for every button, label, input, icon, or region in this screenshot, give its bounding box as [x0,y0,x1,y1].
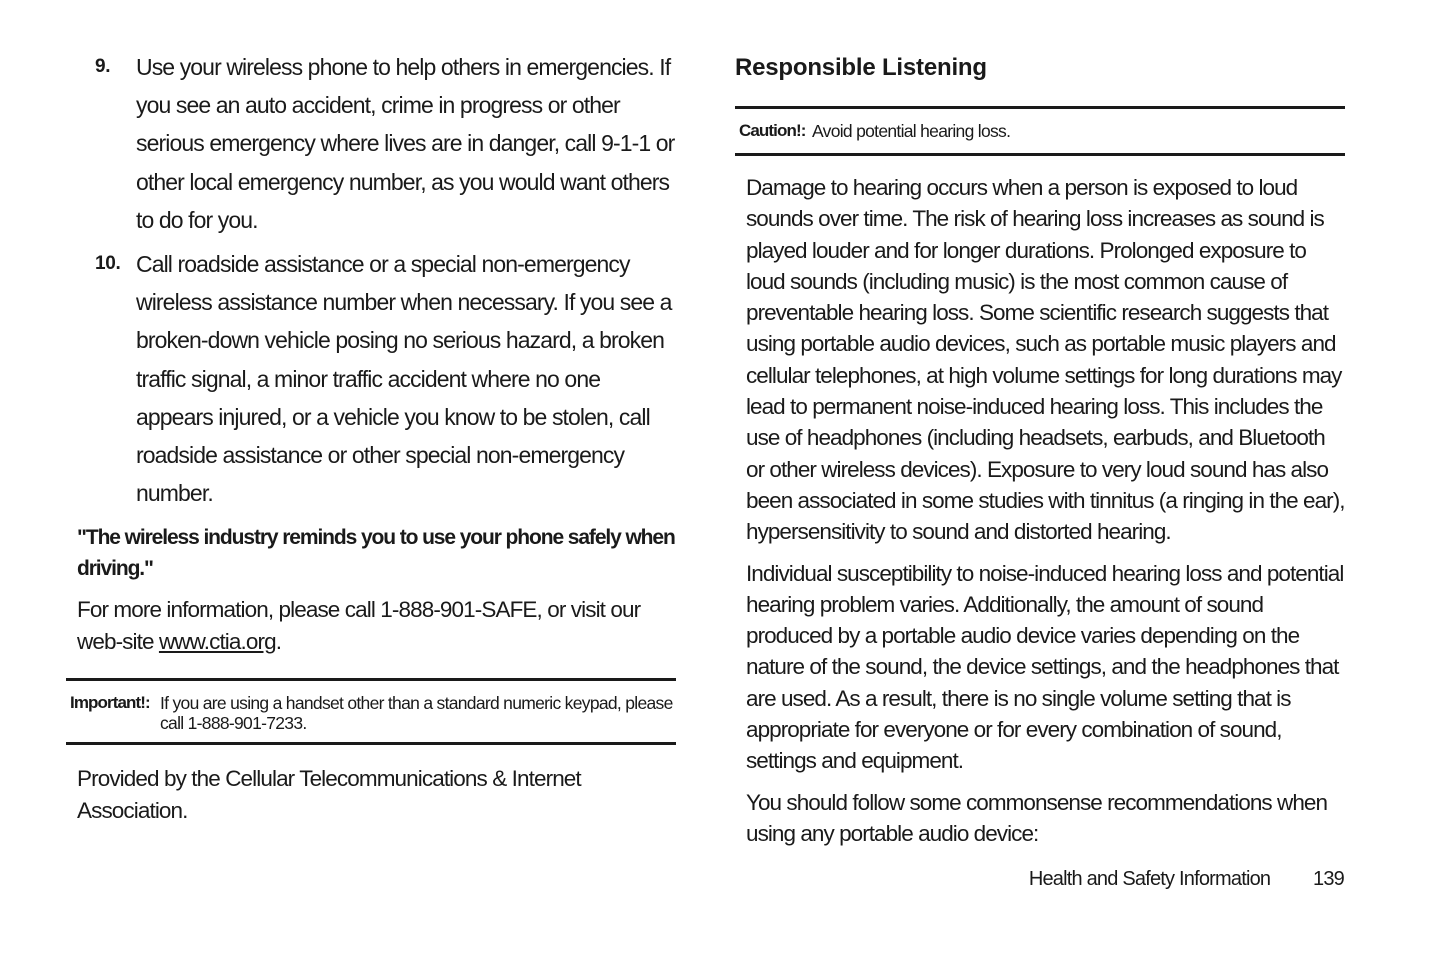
footer-section-title: Health and Safety Information [1028,868,1271,890]
provided-by-text: Provided by the Cellular Telecommunications & Internet Association. [77,766,581,823]
info-paragraph [66,594,676,657]
page-number: 139 [1313,868,1344,890]
info-end: . [275,628,282,654]
ctia-link[interactable]: www.ctia.org [158,628,276,654]
caution-text: Avoid potential hearing loss. [812,121,1011,141]
list-number: 9. [95,56,111,77]
section-heading: Responsible Listening [735,54,987,81]
left-column [66,48,676,826]
caution-note [735,106,1345,156]
list-number: 10. [95,253,121,275]
important-text: If you are using a handset other than a standard numeric keypad, please call 1-888-901-7233. [160,693,673,734]
list-item [66,48,676,239]
safety-quote: "The wireless industry reminds you to use your phone safely when driving." [77,526,675,581]
list-item-text: Call roadside assistance or a special non-emergency wireless assistance number when necessary. If you see a broken-down vehicle posing no serious hazard, a broken traffic signal, a minor traffic accident where no one appears injured, or a vehicle you know to be stolen, call roadside assistance or other special non-emergency number. [136,251,672,507]
info-text: For more information, please call 1-888-901-SAFE, or visit our web-site [77,597,641,654]
paragraph: You should follow some commonsense recommendations when using any portable audio device: [746,789,1328,846]
important-label: Important!: [70,693,150,713]
important-note [66,678,676,745]
caution-label: Caution!: [739,121,806,140]
right-column [735,48,1345,849]
paragraph: Individual susceptibility to noise-induced hearing loss and potential hearing problem varies. Additionally, the amount of sound produced by a portable audio device varies depending on the nature of the sound, the device settings, and the headphones that are used. As a result, there is no single volume setting that is appropriate for everyone or for every combination of sound, settings and equipment. [746,560,1344,774]
paragraph: Damage to hearing occurs when a person is exposed to loud sounds over time. The risk of hearing loss increases as sound is played louder and for longer durations. Prolonged exposure to loud sounds (including music) is the most common cause of preventable hearing loss. Some scientific research suggests that using portable audio devices, such as portable music players and cellular telephones, at high volume settings for long durations may lead to permanent noise-induced hearing loss. This includes the use of headphones (including headsets, earbuds, and Bluetooth or other wireless devices). Exposure to very loud sound has also been associated in some studies with tinnitus (a ringing in the ear), hypersensitivity to sound and distorted hearing. [746,175,1345,545]
list-item [66,245,676,512]
page-footer [1029,868,1344,891]
list-item-text: Use your wireless phone to help others in emergencies. If you see an auto accident, crime in progress or other serious emergency where lives are in danger, call 9-1-1 or other local emergency number, as you would want others to do for you. [136,54,675,233]
